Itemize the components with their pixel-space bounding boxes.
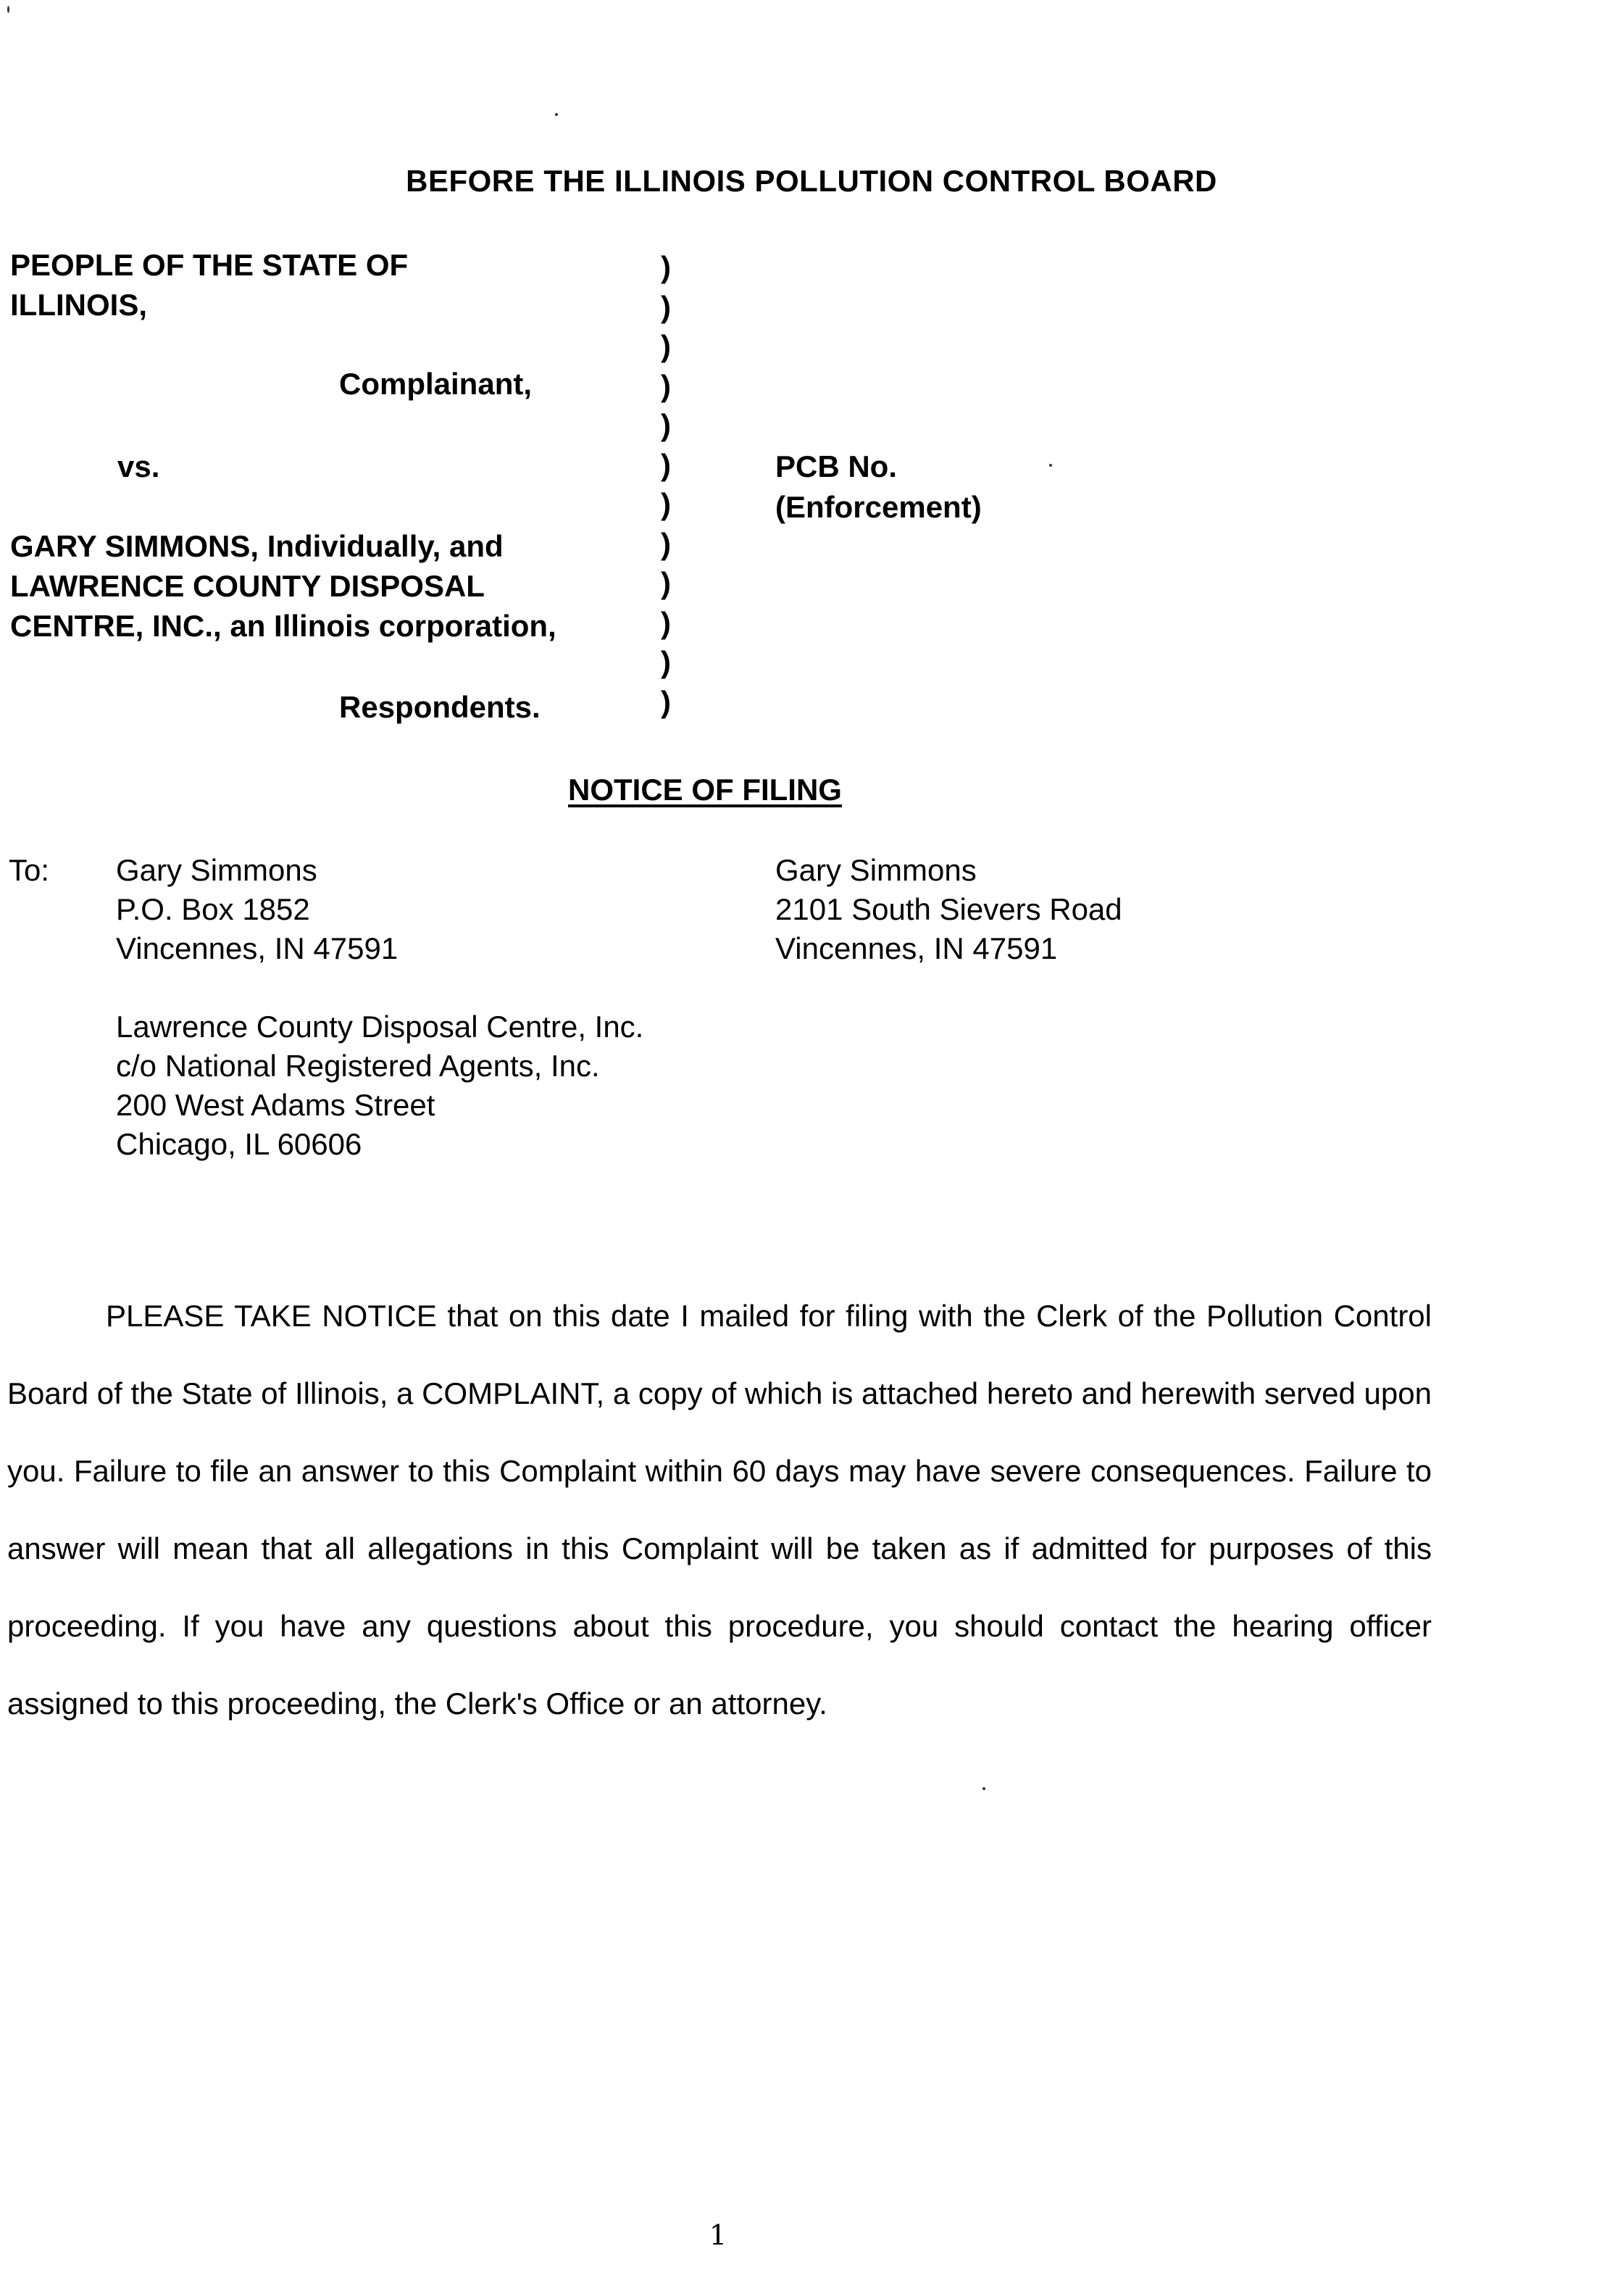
scan-speck [7, 6, 9, 13]
respondent-name-line3: CENTRE, INC., an Illinois corporation, [10, 609, 556, 643]
complainant-name-line2: ILLINOIS, [10, 288, 147, 322]
respondent-name-line2: LAWRENCE COUNTY DISPOSAL [10, 569, 485, 603]
caption-paren: ) [661, 645, 671, 679]
address-line: P.O. Box 1852 [116, 892, 310, 926]
address-line: c/o National Registered Agents, Inc. [116, 1049, 600, 1083]
caption-paren: ) [661, 250, 671, 284]
caption-paren: ) [661, 289, 671, 324]
scan-speck [1049, 464, 1052, 467]
address-line: Gary Simmons [116, 853, 317, 887]
notice-body-paragraph: PLEASE TAKE NOTICE that on this date I mailed for filing with the Clerk of the Pollution Control Board of the State of Illinois, a COMPLAINT, a copy of which is attached hereto and herewith served upon you. Failure to file an answer to this Complaint within 60 days may have severe consequences. Failure to answer will mean that all allegations in this Complaint will be taken as if admitted for purposes of this proceeding. If you have any questions about this procedure, you should contact the hearing officer assigned to this proceeding, the Clerk's Office or an attorney. [7, 1299, 1432, 1721]
caption-paren: ) [661, 684, 671, 719]
address-line: 2101 South Sievers Road [775, 892, 1122, 926]
versus-label: vs. [117, 449, 160, 483]
address-line: Lawrence County Disposal Centre, Inc. [116, 1010, 644, 1044]
scan-speck [555, 113, 558, 116]
caption-paren-column [661, 248, 671, 722]
caption-paren: ) [661, 408, 671, 442]
respondent-role: Respondents. [339, 690, 541, 724]
complainant-name-line1: PEOPLE OF THE STATE OF [10, 248, 409, 282]
case-type: (Enforcement) [775, 490, 982, 524]
to-label: To: [9, 853, 50, 887]
address-block-right [775, 851, 1122, 968]
caption-paren: ) [661, 605, 671, 640]
board-heading: BEFORE THE ILLINOIS POLLUTION CONTROL BOARD [406, 164, 1217, 198]
complainant-role: Complainant, [339, 367, 533, 401]
case-number: PCB No. [775, 449, 897, 483]
address-line: Gary Simmons [775, 853, 977, 887]
scan-speck [982, 1787, 985, 1790]
address-line: Vincennes, IN 47591 [775, 931, 1058, 965]
caption-paren: ) [661, 447, 671, 482]
address-block-agent [116, 1007, 643, 1164]
address-line: Vincennes, IN 47591 [116, 931, 399, 965]
respondent-name-line1: GARY SIMMONS, Individually, and [10, 529, 504, 563]
address-block-left [116, 851, 398, 968]
address-line: Chicago, IL 60606 [116, 1127, 362, 1161]
caption-paren: ) [661, 526, 671, 561]
caption-paren: ) [661, 368, 671, 403]
caption-paren: ) [661, 566, 671, 600]
caption-paren: ) [661, 487, 671, 521]
caption-paren: ) [661, 329, 671, 363]
page-number: 1 [709, 2219, 727, 2251]
notice-title: NOTICE OF FILING [568, 773, 842, 807]
address-line: 200 West Adams Street [116, 1088, 435, 1122]
